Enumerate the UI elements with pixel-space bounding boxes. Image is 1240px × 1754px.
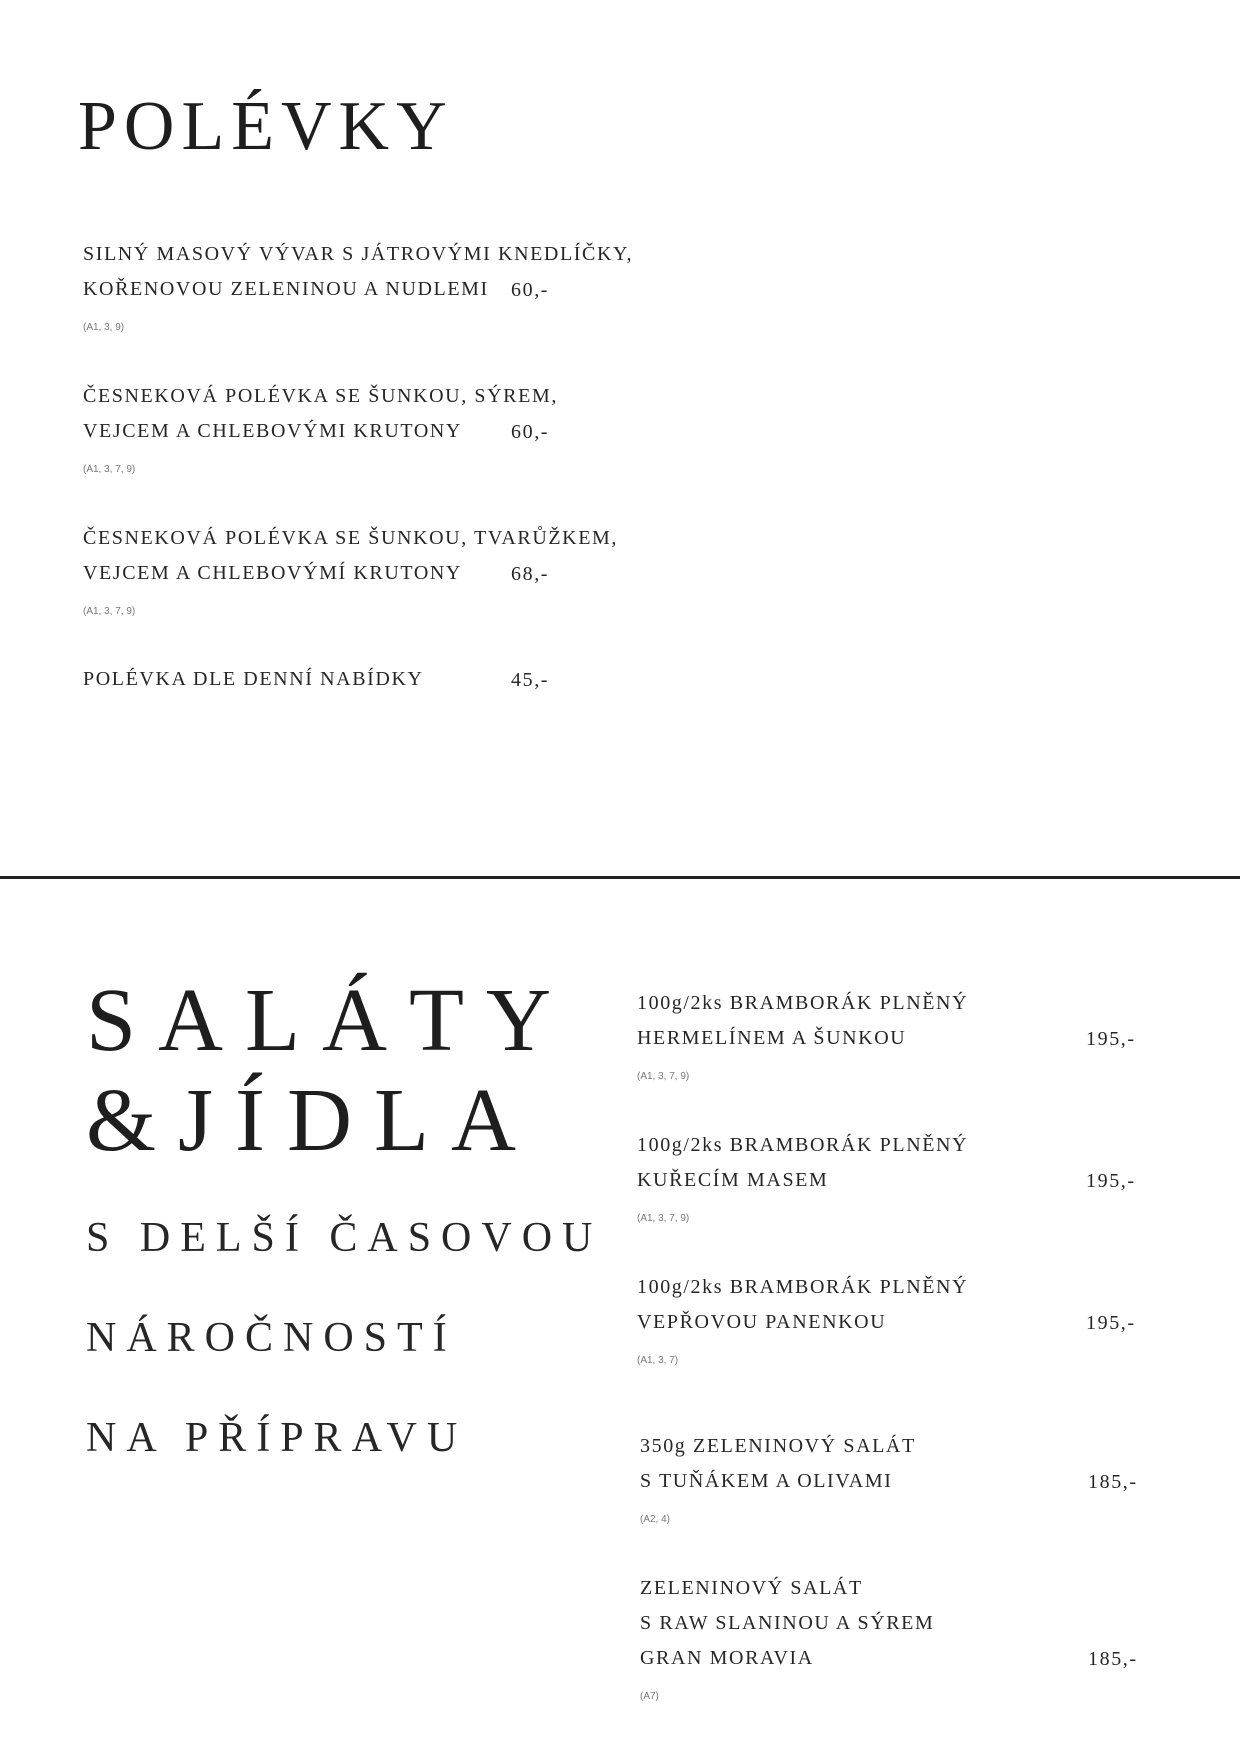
salad-item-2-price: 195,-	[1086, 1170, 1136, 1192]
soup-item-1-line-2: KOŘENOVOU ZELENINOU A NUDLEMI	[83, 278, 489, 300]
soup-item-4-line-1: POLÉVKA DLE DENNÍ NABÍDKY	[83, 668, 424, 690]
salad-item-5-line-2: S RAW SLANINOU A SÝREM	[640, 1612, 935, 1634]
salad-item-1-allergens: (A1, 3, 7, 9)	[637, 1071, 690, 1082]
soup-item-2-line-2: VEJCEM A CHLEBOVÝMI KRUTONY	[83, 420, 462, 442]
salad-item-1-price: 195,-	[1086, 1028, 1136, 1050]
soups-section-title: POLÉVKY	[78, 88, 454, 165]
salad-item-4-line-2: S TUŇÁKEM A OLIVAMI	[640, 1470, 893, 1492]
soup-item-3-line-1: ČESNEKOVÁ POLÉVKA SE ŠUNKOU, TVARŮŽKEM,	[83, 527, 619, 549]
salad-item-4-price: 185,-	[1088, 1471, 1138, 1493]
salads-subtitle-line-1: S DELŠÍ ČASOVOU	[86, 1215, 603, 1261]
salad-item-3-price: 195,-	[1086, 1312, 1136, 1334]
salads-subtitle-line-2: NÁROČNOSTÍ	[86, 1315, 457, 1361]
salad-item-3-allergens: (A1, 3, 7)	[637, 1355, 679, 1366]
section-divider	[0, 876, 1240, 879]
salad-item-5-line-3: GRAN MORAVIA	[640, 1647, 814, 1669]
soup-item-4-price: 45,-	[511, 669, 550, 691]
soup-item-1-price: 60,-	[511, 279, 550, 301]
soup-item-3-allergens: (A1, 3, 7, 9)	[83, 606, 136, 617]
soup-item-3-line-2: VEJCEM A CHLEBOVÝMÍ KRUTONY	[83, 562, 462, 584]
salads-title-line-1: SALÁTY	[86, 971, 573, 1070]
salad-item-2-line-2: KUŘECÍM MASEM	[637, 1169, 829, 1191]
soup-item-3-price: 68,-	[511, 563, 550, 585]
salads-subtitle-line-3: NA PŘÍPRAVU	[86, 1415, 468, 1461]
soup-item-2-line-1: ČESNEKOVÁ POLÉVKA SE ŠUNKOU, SÝREM,	[83, 385, 558, 407]
salad-item-1-line-2: HERMELÍNEM A ŠUNKOU	[637, 1027, 907, 1049]
soup-item-1-line-1: SILNÝ MASOVÝ VÝVAR S JÁTROVÝMI KNEDLÍČKY,	[83, 243, 634, 265]
salad-item-1-line-1: 100g/2ks BRAMBORÁK PLNĚNÝ	[637, 992, 969, 1014]
salads-title-line-2: &JÍDLA	[86, 1071, 538, 1170]
salad-item-4-allergens: (A2, 4)	[640, 1514, 671, 1525]
salad-item-4-line-1: 350g ZELENINOVÝ SALÁT	[640, 1435, 916, 1457]
soup-item-2-price: 60,-	[511, 421, 550, 443]
salad-item-2-allergens: (A1, 3, 7, 9)	[637, 1213, 690, 1224]
salad-item-5-allergens: (A7)	[640, 1691, 659, 1702]
salad-item-5-price: 185,-	[1088, 1648, 1138, 1670]
salad-item-3-line-2: VEPŘOVOU PANENKOU	[637, 1311, 887, 1333]
soup-item-2-allergens: (A1, 3, 7, 9)	[83, 464, 136, 475]
salad-item-2-line-1: 100g/2ks BRAMBORÁK PLNĚNÝ	[637, 1134, 969, 1156]
salad-item-5-line-1: ZELENINOVÝ SALÁT	[640, 1577, 863, 1599]
salad-item-3-line-1: 100g/2ks BRAMBORÁK PLNĚNÝ	[637, 1276, 969, 1298]
soup-item-1-allergens: (A1, 3, 9)	[83, 322, 125, 333]
